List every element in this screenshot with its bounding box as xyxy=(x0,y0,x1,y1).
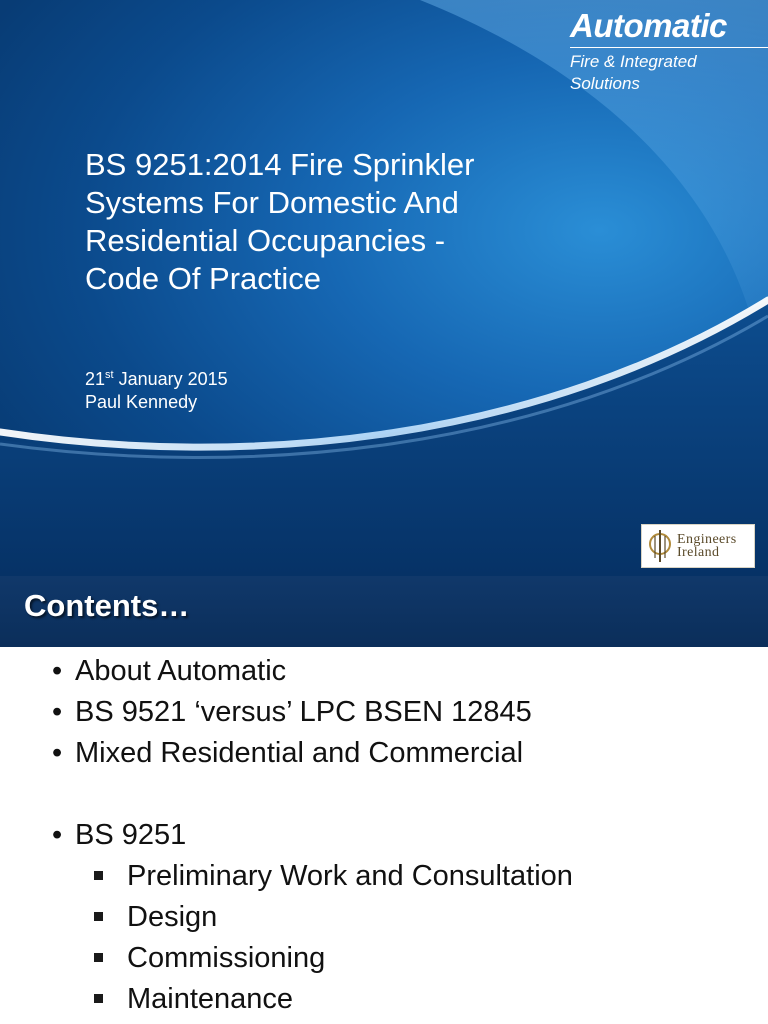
engineers-ireland-badge xyxy=(641,524,755,568)
bullet-icon: • xyxy=(52,819,63,851)
engineers-ireland-emblem-icon xyxy=(647,528,673,564)
contents-list xyxy=(0,647,768,1024)
logo-tagline-2: Solutions xyxy=(570,74,640,93)
square-bullet-icon xyxy=(94,953,103,962)
square-bullet-icon xyxy=(94,994,103,1003)
automatic-logo xyxy=(570,6,768,95)
square-bullet-icon xyxy=(94,912,103,921)
contents-heading: Contents… xyxy=(24,588,190,623)
date-day: 21 xyxy=(85,369,106,389)
sub-list-item-text: Maintenance xyxy=(127,983,294,1015)
title-line: BS 9251:2014 Fire Sprinkler xyxy=(85,147,475,182)
logo-brand: Automatic xyxy=(570,7,727,44)
list-item-text: BS 9251 xyxy=(75,819,187,851)
badge-line-2: Ireland xyxy=(677,545,720,560)
logo-tagline-1: Fire & Integrated xyxy=(570,52,697,71)
title-line: Residential Occupancies - xyxy=(85,223,446,258)
badge-line-1: Engineers xyxy=(677,532,737,547)
date-suffix: st xyxy=(105,369,114,381)
logo-divider xyxy=(570,47,768,48)
sub-list-item-text: Design xyxy=(127,901,218,933)
bullet-icon: • xyxy=(52,655,63,687)
list-item-text: Mixed Residential and Commercial xyxy=(75,737,524,769)
contents-header xyxy=(0,576,768,647)
bullet-icon: • xyxy=(52,696,63,728)
presenter-name: Paul Kennedy xyxy=(85,392,198,412)
square-bullet-icon xyxy=(94,871,103,880)
presentation-date xyxy=(85,368,228,391)
presentation-meta xyxy=(85,368,228,414)
list-item-text: About Automatic xyxy=(75,655,287,687)
title-line: Systems For Domestic And xyxy=(85,185,459,220)
sub-list-item-text: Preliminary Work and Consultation xyxy=(127,860,573,892)
bullet-icon: • xyxy=(52,737,63,769)
list-item-text: BS 9521 ‘versus’ LPC BSEN 12845 xyxy=(75,696,532,728)
date-rest: January 2015 xyxy=(113,369,228,389)
slide-title xyxy=(85,146,645,298)
title-line: Code Of Practice xyxy=(85,261,322,296)
badge-text xyxy=(677,533,737,559)
sub-list-item-text: Commissioning xyxy=(127,942,326,974)
